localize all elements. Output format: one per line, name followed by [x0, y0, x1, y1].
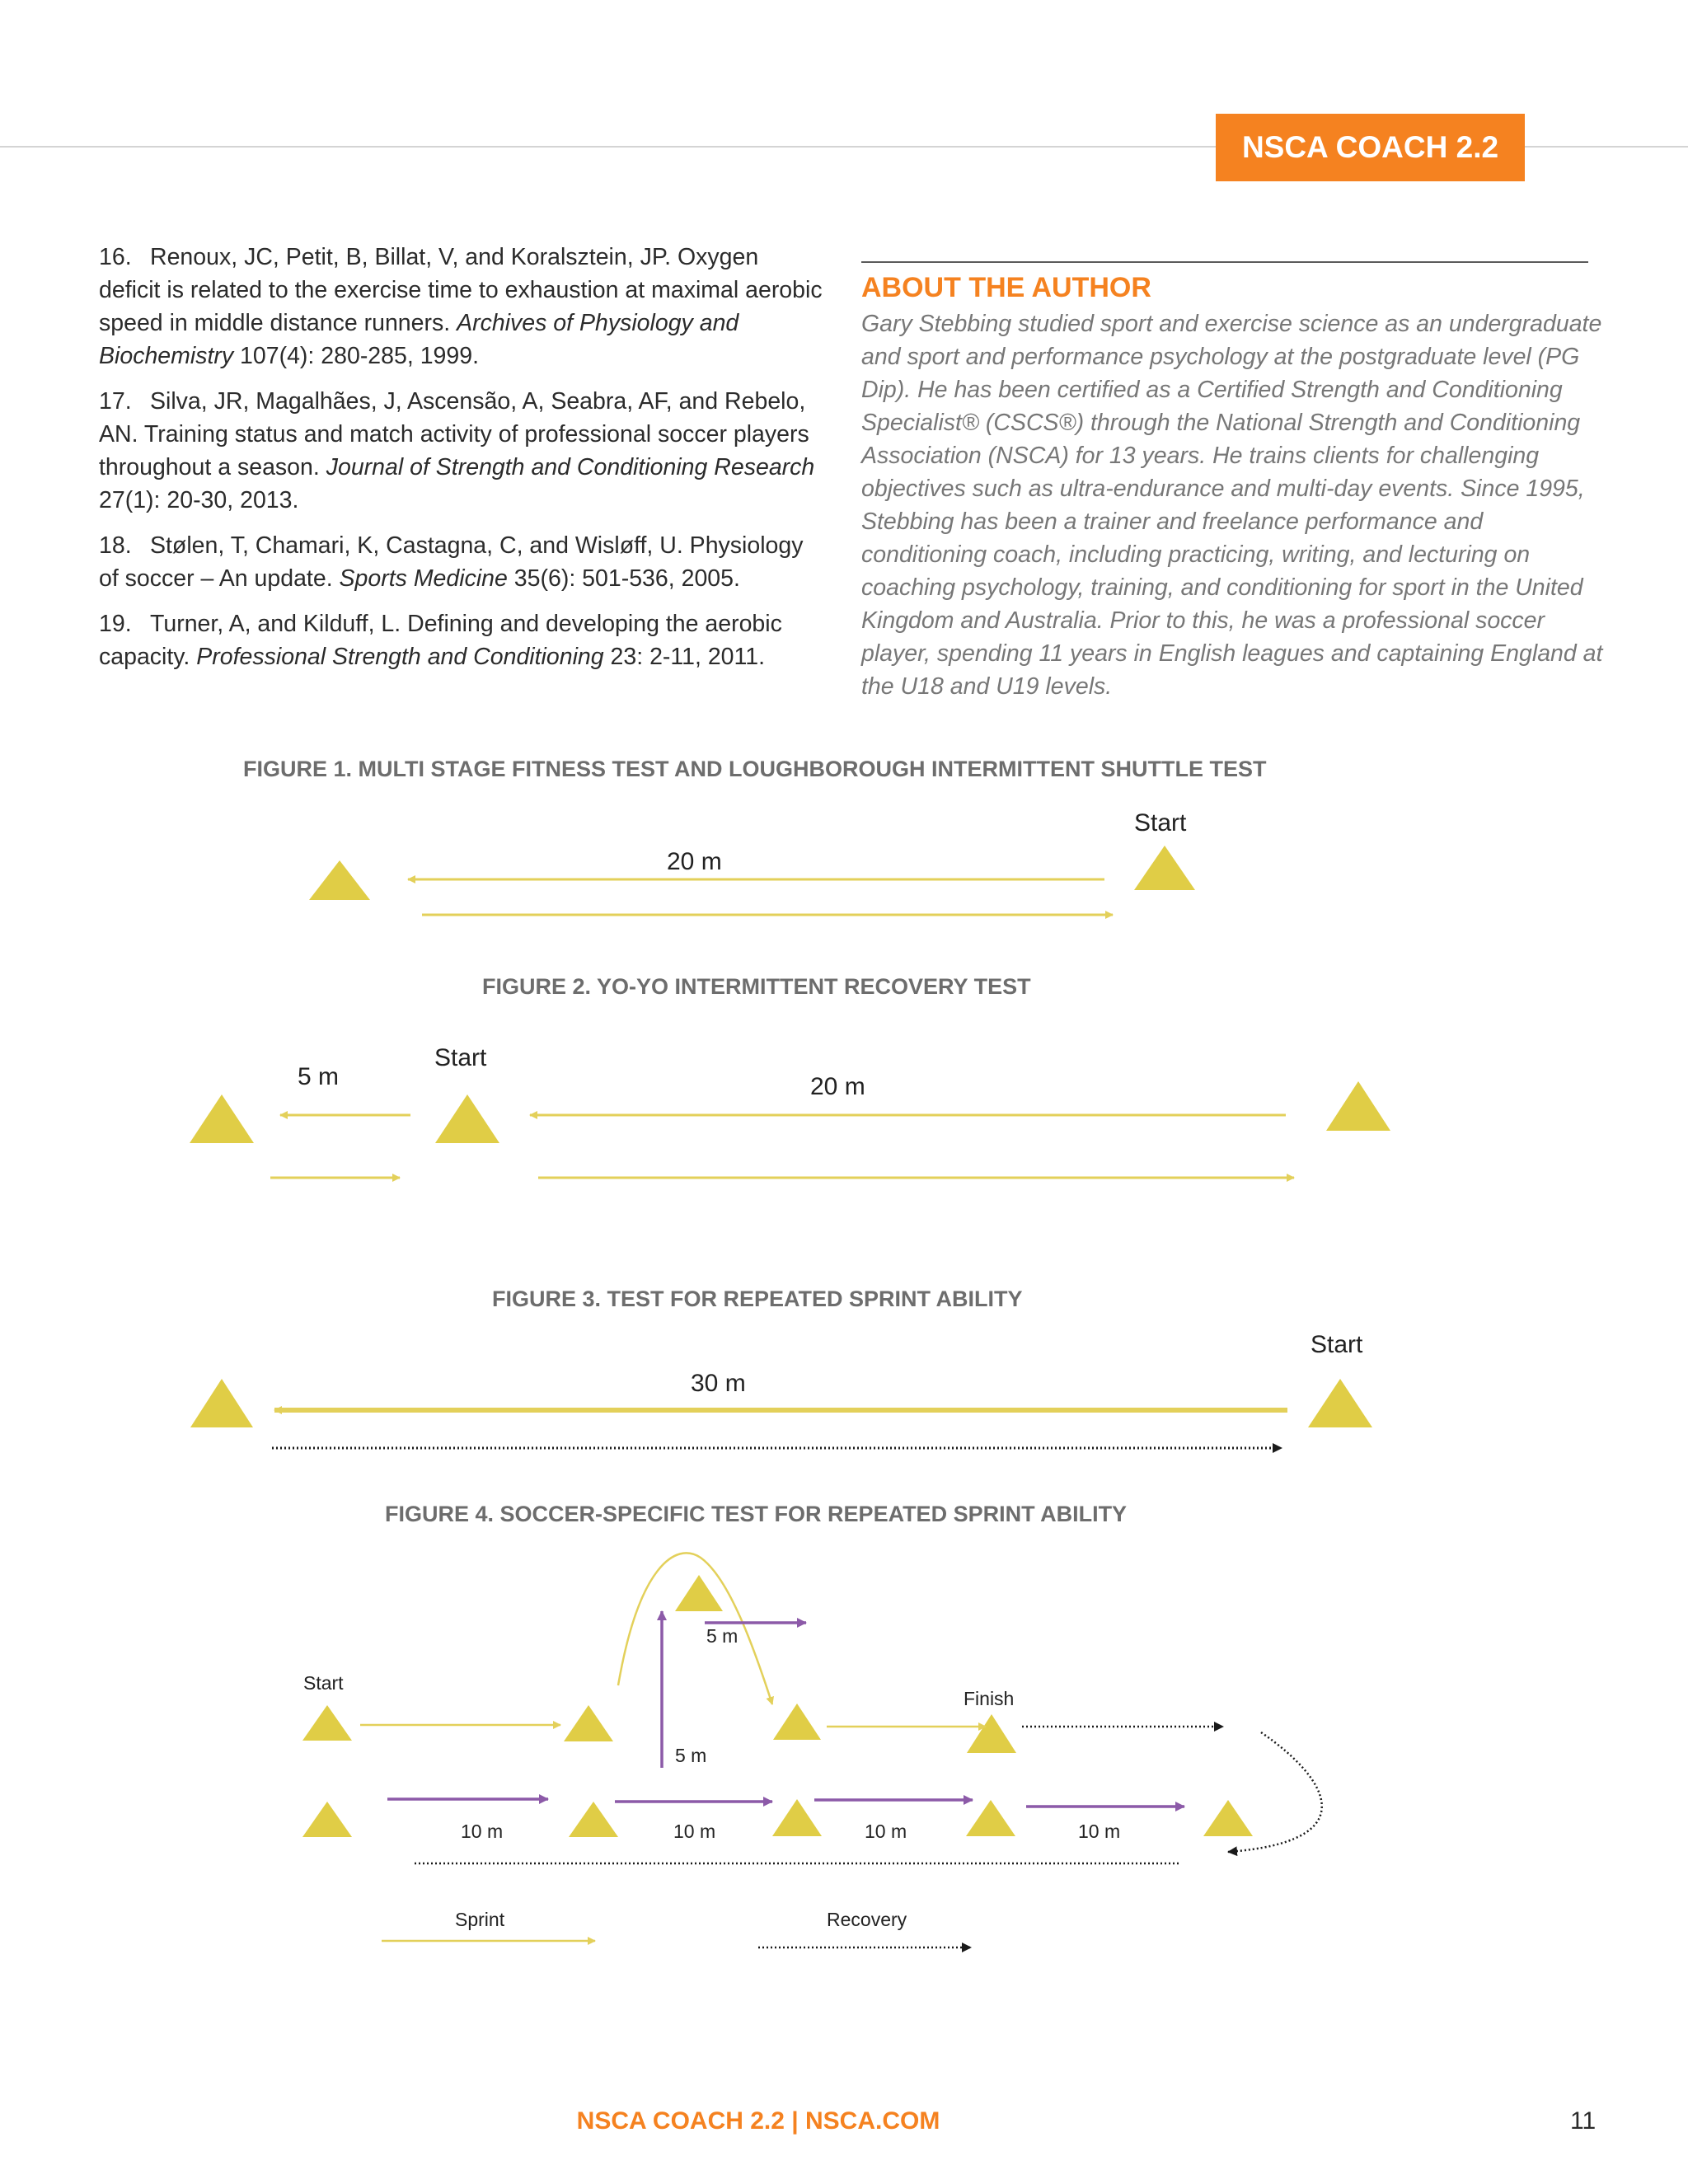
legend-sprint-label: Sprint — [455, 1909, 505, 1930]
author-bio: Gary Stebbing studied sport and exercise science as an undergraduate and sport and performance psychology at the postgraduate level (PG Dip). He has been certified as a Certified Strength and Conditioning Specialist® (CSCS®) through the National Strength and Conditioning Association (NSCA) for 13 years. He trains clients for challenging objectives such as ultra-endurance and multi-day events. Since 1995, Stebbing has been a trainer and freelance performance and conditioning coach, including practicing, writing, and lecturing on coaching psychology, training, and conditioning for sport in the United Kingdom and Australia. Prior to this, he was a professional soccer player, spending 11 years in English leagues and captaining England at the U18 and U19 levels. — [861, 311, 1603, 700]
cone — [773, 1704, 821, 1740]
figure-2-title: FIGURE 2. YO-YO INTERMITTENT RECOVERY TEST — [482, 974, 1031, 999]
cone — [569, 1802, 618, 1837]
fig2-short-distance-label: 5 m — [298, 1063, 340, 1090]
fig4-finish-label: Finish — [964, 1688, 1015, 1709]
cone — [1308, 1379, 1372, 1427]
fig2-start-label: Start — [434, 1044, 487, 1071]
fig4-segment-label: 10 m — [865, 1821, 907, 1842]
header-tab: NSCA COACH 2.2 — [1216, 114, 1525, 181]
reference-item: 19. Turner, A, and Kilduff, L. Defining and developing the aerobic capacity. Professional Strength and Conditioning 23: 2-11, 2011. — [99, 611, 782, 670]
cone — [1203, 1800, 1253, 1836]
cone — [564, 1705, 613, 1741]
legend-recovery-label: Recovery — [827, 1909, 907, 1930]
figure-2-diagram — [190, 1081, 1390, 1178]
figure-4-title: FIGURE 4. SOCCER-SPECIFIC TEST FOR REPEATED SPRINT ABILITY — [385, 1502, 1128, 1526]
fig4-offset-top-label: 5 m — [706, 1625, 738, 1647]
cone — [435, 1094, 499, 1143]
cone — [772, 1799, 822, 1836]
cone — [190, 1379, 253, 1427]
figure-1-diagram — [309, 846, 1195, 915]
fig3-distance-label: 30 m — [691, 1370, 746, 1397]
reference-item: 17. Silva, JR, Magalhães, J, Ascensão, A, Seabra, AF, and Rebelo, AN. Training status and match activity of professional soccer players throughout a season. Journal of Strength and Conditioning Research 27(1): 20-30, 2013. — [99, 388, 815, 513]
footer-text: NSCA COACH 2.2 | NSCA.COM — [576, 2107, 940, 2135]
cone — [190, 1094, 254, 1143]
fig3-start-label: Start — [1311, 1331, 1363, 1358]
cone — [1134, 846, 1195, 890]
figure-1-title: FIGURE 1. MULTI STAGE FITNESS TEST AND LOUGHBOROUGH INTERMITTENT SHUTTLE TEST — [243, 757, 1267, 781]
reference-item: 18. Stølen, T, Chamari, K, Castagna, C, and Wisløff, U. Physiology of soccer – An update. Sports Medicine 35(6): 501-536, 2005. — [99, 532, 804, 592]
author-heading: ABOUT THE AUTHOR — [861, 272, 1151, 303]
fig4-segment-label: 10 m — [1078, 1821, 1121, 1842]
fig4-segment-label: 10 m — [461, 1821, 504, 1842]
cone — [302, 1802, 352, 1837]
fig4-offset-vertical-label: 5 m — [675, 1745, 707, 1766]
cone — [309, 860, 370, 900]
fig2-long-distance-label: 20 m — [810, 1073, 865, 1100]
figure-3-diagram — [190, 1379, 1372, 1448]
cone — [966, 1800, 1015, 1836]
fig1-distance-label: 20 m — [667, 848, 722, 875]
fig1-start-label: Start — [1134, 809, 1187, 837]
reference-item: 16. Renoux, JC, Petit, B, Billat, V, and Koralsztein, JP. Oxygen deficit is related to the exercise time to exhaustion at maximal aerobic speed in middle distance runners. Archives of Physiology and Biochemistry 107(4): 280-285, 1999. — [99, 244, 823, 369]
cone — [675, 1575, 723, 1611]
cone — [1326, 1081, 1390, 1131]
fig4-segment-label: 10 m — [673, 1821, 716, 1842]
fig4-start-label: Start — [303, 1672, 344, 1694]
figure-3-title: FIGURE 3. TEST FOR REPEATED SPRINT ABILITY — [492, 1286, 1023, 1311]
cone — [302, 1705, 352, 1741]
figure-4-diagram — [302, 1553, 1322, 1947]
sprint-curve — [618, 1553, 772, 1704]
cone — [967, 1714, 1016, 1753]
page-number: 11 — [1570, 2107, 1597, 2135]
